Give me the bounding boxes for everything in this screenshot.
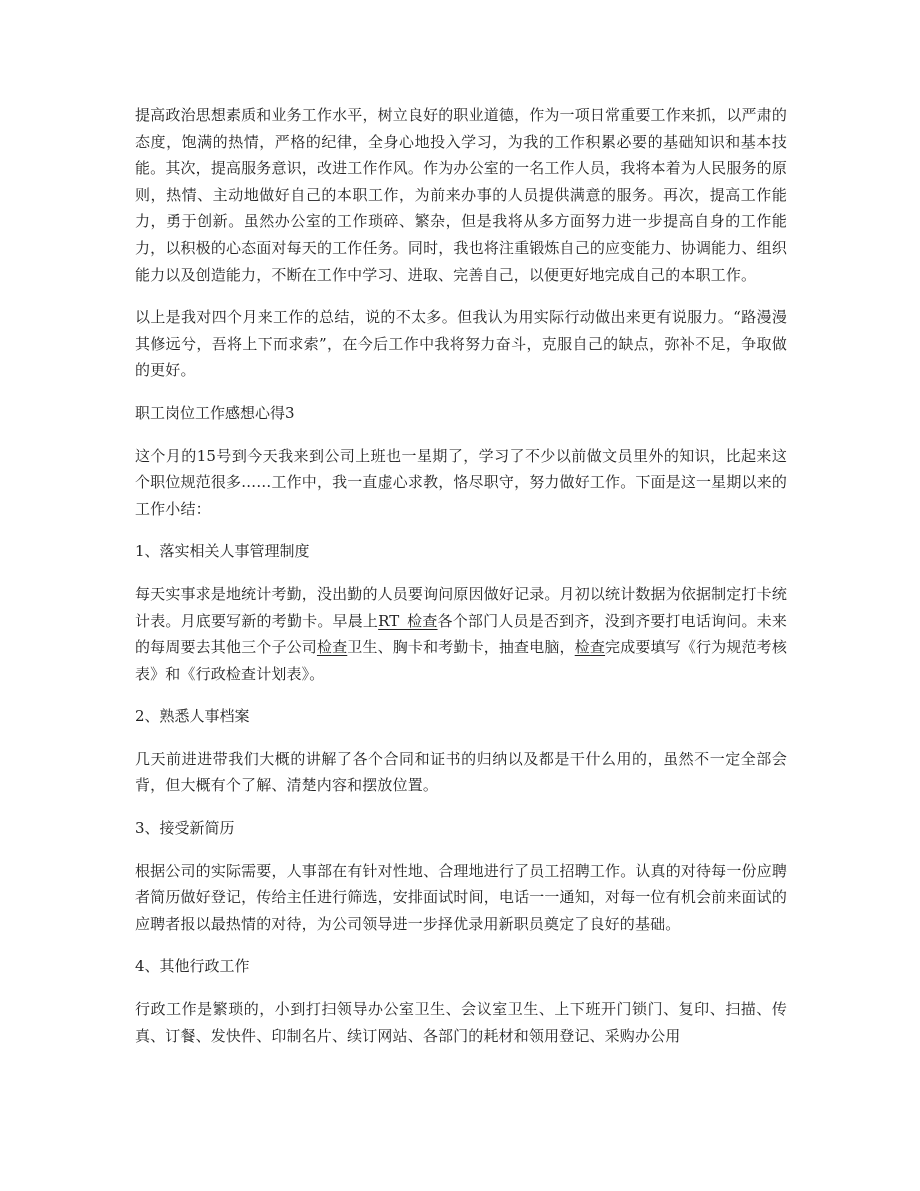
heading-2: 2、熟悉人事档案	[135, 707, 250, 726]
paragraph-3: 这个月的15号到今天我来到公司上班也一星期了，学习了不少以前做文员里外的知识，比起来这个职位规范很多……工作中，我一直虚心求教，恪尽职守，努力做好工作。下面是这一星期以来的工作小结：	[135, 446, 787, 518]
heading-1: 1、落实相关人事管理制度	[135, 542, 310, 561]
section-title: 职工岗位工作感想心得3	[135, 403, 295, 422]
underlined-text-1: RT_检查	[378, 611, 438, 630]
heading-4: 4、其他行政工作	[135, 957, 250, 976]
paragraph-4-text-a: 每天实事求是地统计考勤，没出勤的人员要询问原因做好记录。月初以统计数据为依据制定打卡统计表。月底要写新的考勤卡。早晨上	[135, 584, 787, 630]
underlined-text-2: 检查	[316, 638, 348, 657]
paragraph-5: 几天前进进带我们大概的讲解了各个合同和证书的归纳以及都是干什么用的，虽然不一定全部会背，但大概有个了解、清楚内容和摆放位置。	[135, 749, 787, 795]
paragraph-4-text-c: 卫生、胸卡和考勤卡，抽查电脑，	[347, 638, 575, 657]
document-body	[135, 102, 787, 1065]
underlined-text-3: 检查	[574, 638, 606, 657]
paragraph-7: 行政工作是繁琐的，小到打扫领导办公室卫生、会议室卫生、上下班开门锁门、复印、扫描、传真、订餐、发快件、印制名片、续订网站、各部门的耗材和领用登记、采购办公用	[135, 1000, 787, 1045]
paragraph-6: 根据公司的实际需要，人事部在有针对性地、合理地进行了员工招聘工作。认真的对待每一份应聘者简历做好登记，传给主任进行筛选，安排面试时间，电话一一通知，对每一位有机会前来面试的应聘者报以最热情的对待，为公司领导进一步择优录用新职员奠定了良好的基础。	[135, 861, 787, 933]
paragraph-4	[135, 581, 787, 687]
paragraph-2: 以上是我对四个月来工作的总结，说的不太多。但我认为用实际行动做出来更有说服力。“路漫漫其修远兮，吾将上下而求索”，在今后工作中我将努力奋斗，克服自己的缺点，弥补不足，争取做的更好。	[135, 308, 787, 380]
paragraph-4-text-b: 各个部门人员是否到齐，没到齐要打电话询问。未来的每周要去其他三个子公司	[135, 611, 787, 657]
paragraph-1: 提高政治思想素质和业务工作水平，树立良好的职业道德，作为一项日常重要工作来抓，以严肃的态度，饱满的热情，严格的纪律，全身心地投入学习，为我的工作积累必要的基础知识和基本技能。其次，提高服务意识，改进工作作风。作为办公室的一名工作人员，我将本着为人民服务的原则，热情、主动地做好自己的本职工作，为前来办事的人员提供满意的服务。再次，提高工作能力，勇于创新。虽然办公室的工作琐碎、繁杂，但是我将从多方面努力进一步提高自身的工作能力，以积极的心态面对每天的工作任务。同时，我也将注重锻炼自己的应变能力、协调能力、组织能力以及创造能力，不断在工作中学习、进取、完善自己，以便更好地完成自己的本职工作。	[135, 106, 787, 284]
paragraph-4-text-d: 完成要填写《行为规范考核表》和《行政检查计划表》。	[135, 638, 787, 683]
heading-3: 3、接受新简历	[135, 819, 235, 838]
